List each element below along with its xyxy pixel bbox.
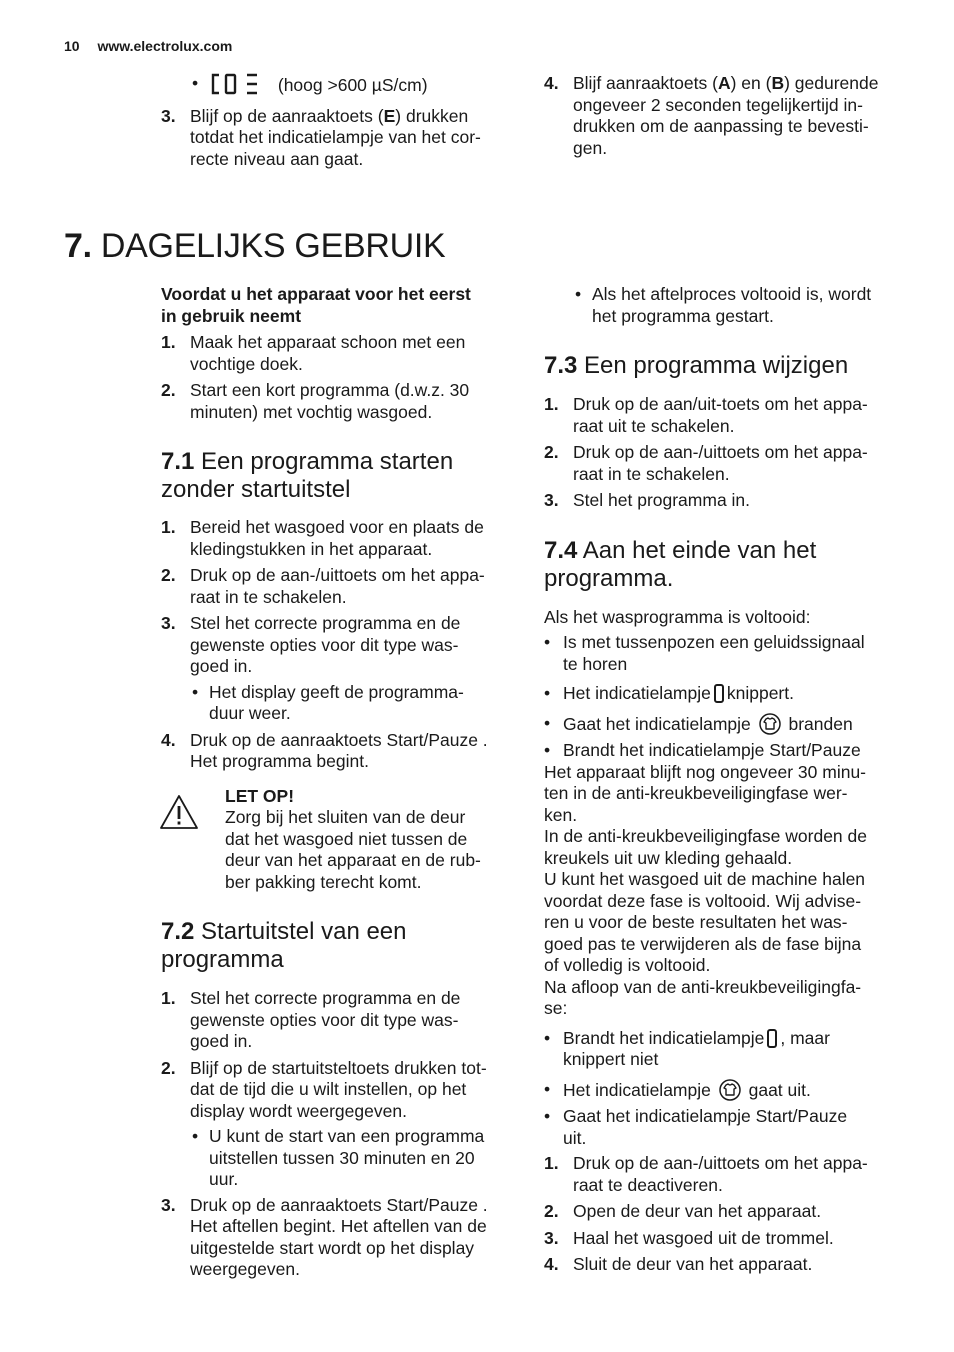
list-item: 2. Open de deur van het apparaat.	[544, 1201, 822, 1221]
list-item: 2. Druk op de aan-/uittoets om het appa- raat in te schakelen.	[161, 565, 485, 607]
list-item: 3. Stel het programma in.	[544, 490, 751, 510]
segment-display-icon	[209, 73, 263, 95]
list-item: 2. Start een kort programma (d.w.z. 30 minuten) met vochtig wasgoed.	[161, 380, 470, 422]
list-item: 2. Druk op de aan-/uittoets om het appa- raat in te schakelen.	[544, 442, 868, 484]
right-column	[544, 284, 904, 1276]
section-7-4-paragraph: Het apparaat blijft nog ongeveer 30 minu- ten in de anti-kreukbeveiligingfase wer- ken. In de anti-kreukbeveiligingfase worden de kreukels uit uw kleding gehaald. U kunt het wasgoed uit de machine halen voordat deze fase is voltooid. Wij advise- ren u voor de beste resultaten het was- goed pas te verwijderen als de fase bijna of volledig is voltooid. Na afloop van de anti-kreukbeveiligingfa- se:	[544, 761, 867, 1018]
warning-icon	[159, 794, 199, 830]
list-item: 3. Blijf op de aanraaktoets (E) drukken totdat het indicatielampje van het cor- recte niveau aan gaat.	[161, 105, 481, 169]
list-item: 4. Druk op de aanraaktoets Start/Pauze . Het programma begint.	[161, 729, 488, 771]
list-item: • Gaat het indicatielampje Start/Pauze uit.	[544, 1106, 848, 1148]
conductivity-high-text: (hoog >600 µS/cm)	[277, 75, 428, 95]
list-item: • Het display geeft de programma- duur weer.	[192, 681, 464, 723]
list-item: 1. Druk op de aan/uit-toets om het appa- raat uit te schakelen.	[544, 394, 868, 436]
list-item: 3. Druk op de aanraaktoets Start/Pauze . Het aftellen begint. Het aftellen van de uitgestelde start wordt op het display weergegeven.	[161, 1194, 488, 1279]
section-title: 7. DAGELIJKS GEBRUIK	[64, 227, 446, 265]
section-7-4-intro: Als het wasprogramma is voltooid:	[544, 606, 811, 627]
top-left-continuation	[161, 73, 521, 170]
page-header	[64, 38, 232, 54]
list-item: • Gaat het indicatielampje branden	[544, 712, 853, 734]
website-url: www.electrolux.com	[97, 38, 233, 54]
list-item: 3. Stel het correcte programma en de gewenste opties voor dit type was- goed in.	[161, 613, 461, 676]
list-item: 4. Blijf aanraaktoets (A) en (B) gedurende ongeveer 2 seconden tegelijkertijd in- drukken om de aanpassing te bevesti- gen.	[544, 73, 879, 158]
left-column	[161, 284, 521, 1281]
warning-box	[161, 786, 521, 894]
door-lock-indicator-icon	[714, 684, 724, 703]
list-item: • Brandt het indicatielampje , maar knippert niet	[544, 1027, 830, 1069]
list-item: • (hoog >600 µS/cm)	[192, 73, 428, 95]
warning-text: Zorg bij het sluiten van de deur dat het wasgoed niet tussen de deur van het apparaat en de rub- ber pakking terecht komt.	[225, 807, 481, 892]
section-7-3-heading: 7.3 Een programma wijzigen	[544, 352, 849, 379]
list-item: • Het indicatielampje knippert.	[544, 683, 794, 703]
top-right-continuation	[544, 73, 904, 159]
list-item: 2. Blijf op de startuitsteltoets drukken tot- dat de tijd die u wilt instellen, op het display wordt weergegeven.	[161, 1057, 487, 1121]
list-item: 1. Druk op de aan-/uittoets om het appa- raat te deactiveren.	[544, 1153, 868, 1195]
list-item: • Het indicatielampje gaat uit.	[544, 1078, 811, 1100]
page-number: 10	[64, 38, 80, 54]
section-7-4-heading: 7.4 Aan het einde van het programma.	[544, 536, 817, 592]
list-item: 4. Sluit de deur van het apparaat.	[544, 1254, 813, 1274]
list-item: 1. Stel het correcte programma en de gewenste opties voor dit type was- goed in.	[161, 988, 461, 1051]
list-item: • Is met tussenpozen een geluidssignaal te horen	[544, 632, 865, 674]
section-7-2-heading: 7.2 Startuitstel van een programma	[161, 918, 407, 973]
list-item: • Brandt het indicatielampje Start/Pauze	[544, 740, 861, 760]
section-7-1-heading: 7.1 Een programma starten zonder startuitstel	[161, 448, 454, 503]
list-item: 1. Bereid het wasgoed voor en plaats de kledingstukken in het apparaat.	[161, 517, 484, 559]
list-item: 3. Haal het wasgoed uit de trommel.	[544, 1227, 834, 1248]
warning-title: LET OP!	[225, 785, 295, 806]
anti-crease-icon	[759, 713, 781, 735]
anti-crease-icon	[719, 1079, 741, 1101]
intro-heading: Voordat u het apparaat voor het eerst in gebruik neemt	[161, 284, 471, 326]
list-item: 1. Maak het apparaat schoon met een vochtige doek.	[161, 332, 466, 374]
list-item: • Als het aftelproces voltooid is, wordt het programma gestart.	[575, 284, 872, 326]
door-lock-indicator-icon	[767, 1029, 777, 1048]
list-item: • U kunt de start van een programma uitstellen tussen 30 minuten en 20 uur.	[192, 1126, 485, 1189]
